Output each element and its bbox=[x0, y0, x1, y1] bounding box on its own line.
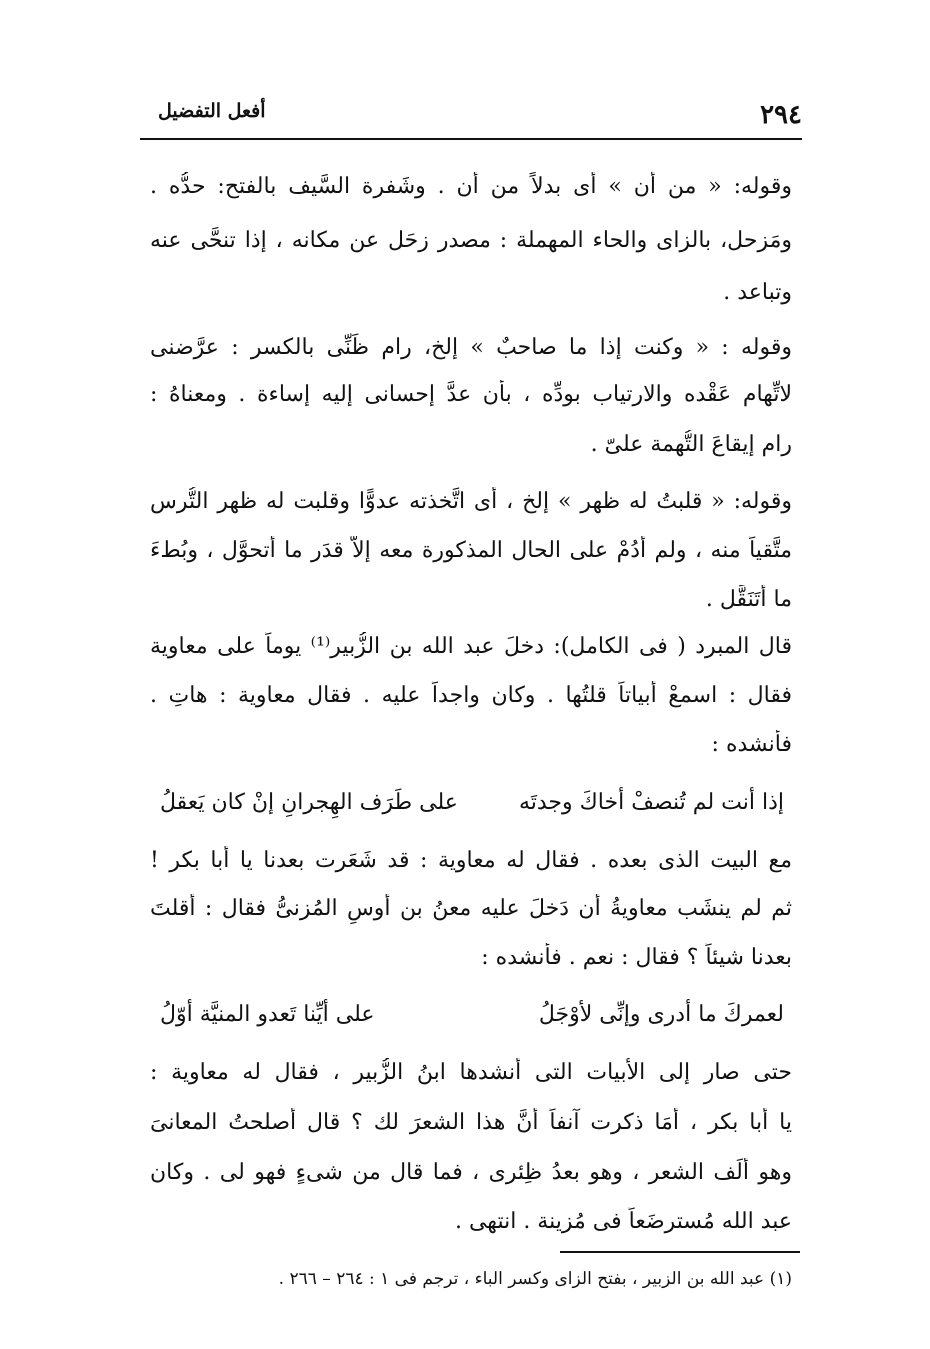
footnote-rule bbox=[560, 1251, 800, 1253]
text-line: لاتِّهام عَقْده والارتياب بودِّه ، بأن عدَّ إحسانى إليه إساءة . ومعناهُ : bbox=[150, 382, 792, 407]
text-line: رام إيقاعَ التُّهمة علىّ . bbox=[590, 432, 792, 457]
verse-first-hemistich: لعمركَ ما أدرى وإنِّى لأوْجَلُ bbox=[538, 1002, 784, 1027]
text-line: ومَزحل، بالزاى والحاء المهملة : مصدر زحَل عن مكانه ، إذا تنحَّى عنه bbox=[150, 228, 792, 253]
text-line: وتباعد . bbox=[723, 280, 792, 305]
text-line: وقوله: « قلبتُ له ظهر » إلخ ، أى اتَّخذته عدوًّا وقلبت له ظهر التُّرس bbox=[150, 489, 792, 514]
verse-first-hemistich: إذا أنت لم تُنصفْ أخاكَ وجدتَه bbox=[518, 790, 784, 815]
text-line: ثم لم ينشَب معاويةُ أن دَخلَ عليه معنُ بن أوسٍ المُزنىُّ فقال : أقلتَ bbox=[150, 896, 792, 921]
page-number: ٢٩٤ bbox=[760, 100, 802, 130]
text-line: متَّقياً منه ، ولم أدُمْ على الحال المذكورة معه إلاَّ قدَر ما أتحوَّل ، وبُطءَ bbox=[150, 538, 792, 563]
footnote: (١) عبد الله بن الزبير ، بفتح الزاى وكسر الباء ، ترجم فى ١ : ٢٦٤ – ٢٦٦ . bbox=[278, 1269, 792, 1289]
text-line: قال المبرد ( فى الكامل): دخلَ عبد الله بن الزُّبير⁽¹⁾ يوماً على معاوية bbox=[150, 634, 792, 659]
text-line: يا أبا بكر ، أمَا ذكرت آنفاً أنَّ هذا الشعرَ لك ؟ قال أصلحتُ المعانىَ bbox=[150, 1110, 792, 1135]
text-line: فأنشده : bbox=[711, 732, 792, 757]
text-line: وهو ألِّف الشعر ، وهو بعدُ ظِئرى ، فما قال من شىءٍ فهو لى . وكان bbox=[150, 1160, 792, 1185]
verse-second-hemistich: على أيِّنا تَعدو المنيَّة أوّلُ bbox=[160, 1002, 375, 1027]
text-line: حتى صار إلى الأبيات التى أنشدها ابنُ الزُّبير ، فقال له معاوية : bbox=[150, 1060, 792, 1085]
text-line: بعدنا شيئاً ؟ فقال : نعم . فأنشده : bbox=[481, 945, 792, 970]
text-line: مع البيت الذى بعده . فقال له معاوية : قد شَعَرت بعدنا يا أبا بكر ! bbox=[150, 848, 792, 873]
text-line: ما أتَنَقَّل . bbox=[705, 587, 792, 612]
page-header bbox=[140, 96, 802, 132]
running-title: أفعل التفضيل bbox=[158, 100, 266, 122]
text-line: وقوله: « من أن » أى بدلاً من أن . وشَفرة السَّيف بالفتح: حدُّه . bbox=[150, 174, 792, 199]
header-rule bbox=[140, 138, 802, 140]
text-line: وقوله : « وكنت إذا ما صاحبٌ » إلخ، رام ظَنِّى بالكسر : عرَّضنى bbox=[150, 335, 792, 360]
text-line: عبد الله مُسترضَعاً فى مُزينة . انتهى . bbox=[454, 1209, 792, 1234]
text-line: فقال : اسمعْ أبياتاً قلتُها . وكان واجداً عليه . فقال معاوية : هاتِ . bbox=[150, 683, 792, 708]
verse-second-hemistich: على طَرَف الهِجرانِ إنْ كان يَعقلُ bbox=[160, 790, 458, 815]
